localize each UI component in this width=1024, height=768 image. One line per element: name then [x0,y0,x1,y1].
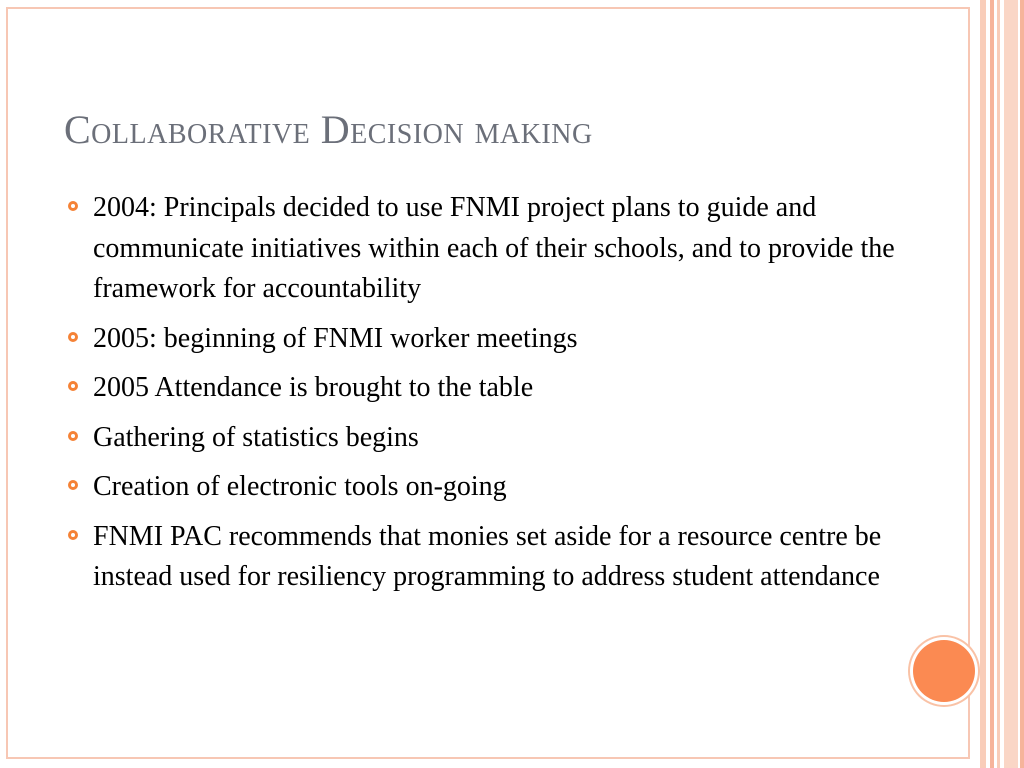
bullet-circle-icon [68,480,78,490]
decorative-circle [913,640,975,702]
bullet-item [68,517,898,598]
bullet-item [68,418,898,459]
decorative-stripe [1020,0,1024,768]
decorative-stripe [1004,0,1018,768]
bullet-circle-icon [68,332,78,342]
bullet-circle-icon [68,381,78,391]
decorative-stripe [980,0,986,768]
bullet-text: Gathering of statistics begins [93,421,419,453]
bullet-item [68,319,898,360]
bullet-circle-icon [68,530,78,540]
bullet-circle-icon [68,201,78,211]
bullet-item [68,188,898,310]
bullet-text: 2004: Principals decided to use FNMI project plans to guide and communicate initiatives within each of their schools, and to provide the framework for accountability [93,192,895,304]
bullet-list [68,188,898,607]
bullet-text: 2005: beginning of FNMI worker meetings [93,322,578,354]
bullet-text: FNMI PAC recommends that monies set aside for a resource centre be instead used for resiliency programming to address student attendance [93,520,882,592]
bullet-text: 2005 Attendance is brought to the table [93,372,534,403]
bullet-circle-icon [68,431,78,441]
slide-title: Collaborative Decision making [64,107,593,152]
bullet-item [68,368,898,409]
bullet-item [68,467,898,508]
bullet-text: Creation of electronic tools on-going [93,471,507,502]
decorative-stripe [990,0,994,768]
decorative-stripe [997,0,1000,768]
